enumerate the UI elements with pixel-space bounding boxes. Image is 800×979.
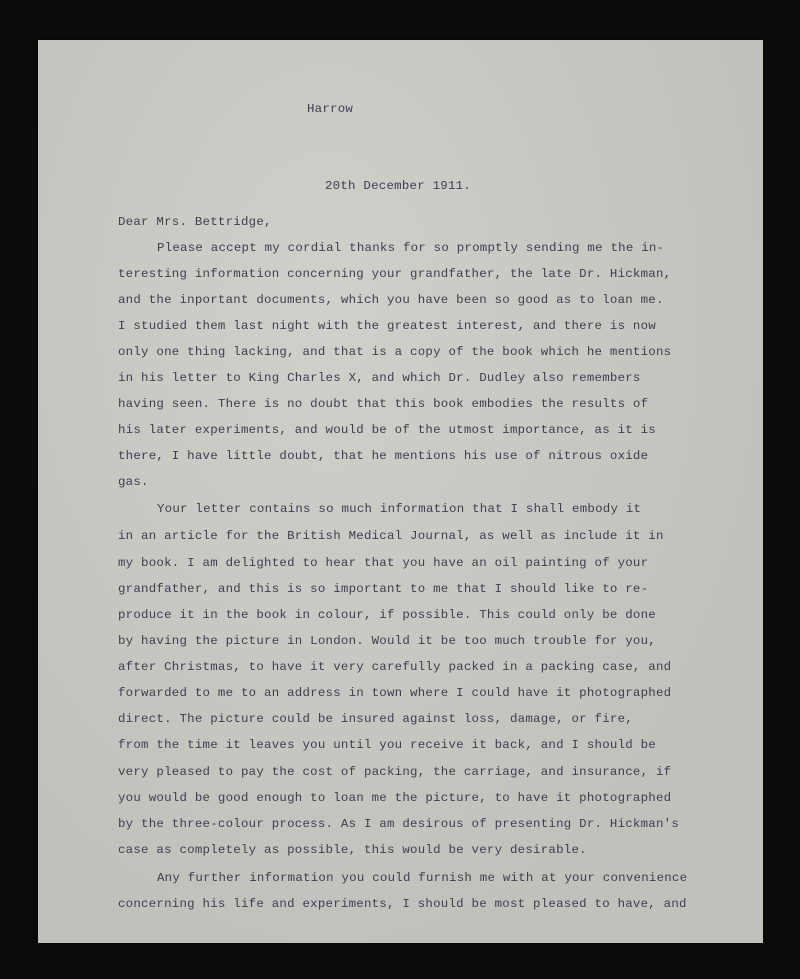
letter-line: and the inportant documents, which you have been so good as to loan me. [118, 293, 664, 307]
letter-line: his later experiments, and would be of the utmost importance, as it is [118, 423, 656, 437]
letter-line: Your letter contains so much information that I shall embody it [157, 502, 642, 516]
letter-line: Any further information you could furnish me with at your convenience [157, 871, 688, 885]
letter-line: in an article for the British Medical Journal, as well as include it in [118, 529, 664, 543]
letter-line: gas. [118, 475, 149, 489]
letter-line: concerning his life and experiments, I should be most pleased to have, and [118, 897, 687, 911]
letter-salutation: Dear Mrs. Bettridge, [118, 215, 272, 229]
letter-line: my book. I am delighted to hear that you have an oil painting of your [118, 556, 649, 570]
letter-date: 20th December 1911. [325, 179, 472, 193]
letter-place: Harrow [307, 102, 354, 116]
letter-line: only one thing lacking, and that is a copy of the book which he mentions [118, 345, 672, 359]
letter-line: by the three-colour process. As I am desirous of presenting Dr. Hickman's [118, 817, 680, 831]
letter-line: from the time it leaves you until you receive it back, and I should be [118, 738, 656, 752]
letter-line: produce it in the book in colour, if possible. This could only be done [118, 608, 656, 622]
letter-line: grandfather, and this is so important to me that I should like to re- [118, 582, 649, 596]
letter-line: you would be good enough to loan me the picture, to have it photographed [118, 791, 672, 805]
letter-sheet [38, 40, 763, 943]
letter-line: Please accept my cordial thanks for so promptly sending me the in- [157, 241, 665, 255]
letter-line: there, I have little doubt, that he mentions his use of nitrous oxide [118, 449, 649, 463]
letter-line: direct. The picture could be insured against loss, damage, or fire, [118, 712, 633, 726]
letter-line: having seen. There is no doubt that this book embodies the results of [118, 397, 649, 411]
letter-line: by having the picture in London. Would it be too much trouble for you, [118, 634, 656, 648]
letter-line: case as completely as possible, this would be very desirable. [118, 843, 587, 857]
letter-line: very pleased to pay the cost of packing, the carriage, and insurance, if [118, 765, 672, 779]
letter-line: forwarded to me to an address in town where I could have it photographed [118, 686, 672, 700]
letter-line: teresting information concerning your grandfather, the late Dr. Hickman, [118, 267, 672, 281]
letter-line: after Christmas, to have it very carefully packed in a packing case, and [118, 660, 672, 674]
letter-line: in his letter to King Charles X, and which Dr. Dudley also remembers [118, 371, 641, 385]
letter-line: I studied them last night with the greatest interest, and there is now [118, 319, 656, 333]
